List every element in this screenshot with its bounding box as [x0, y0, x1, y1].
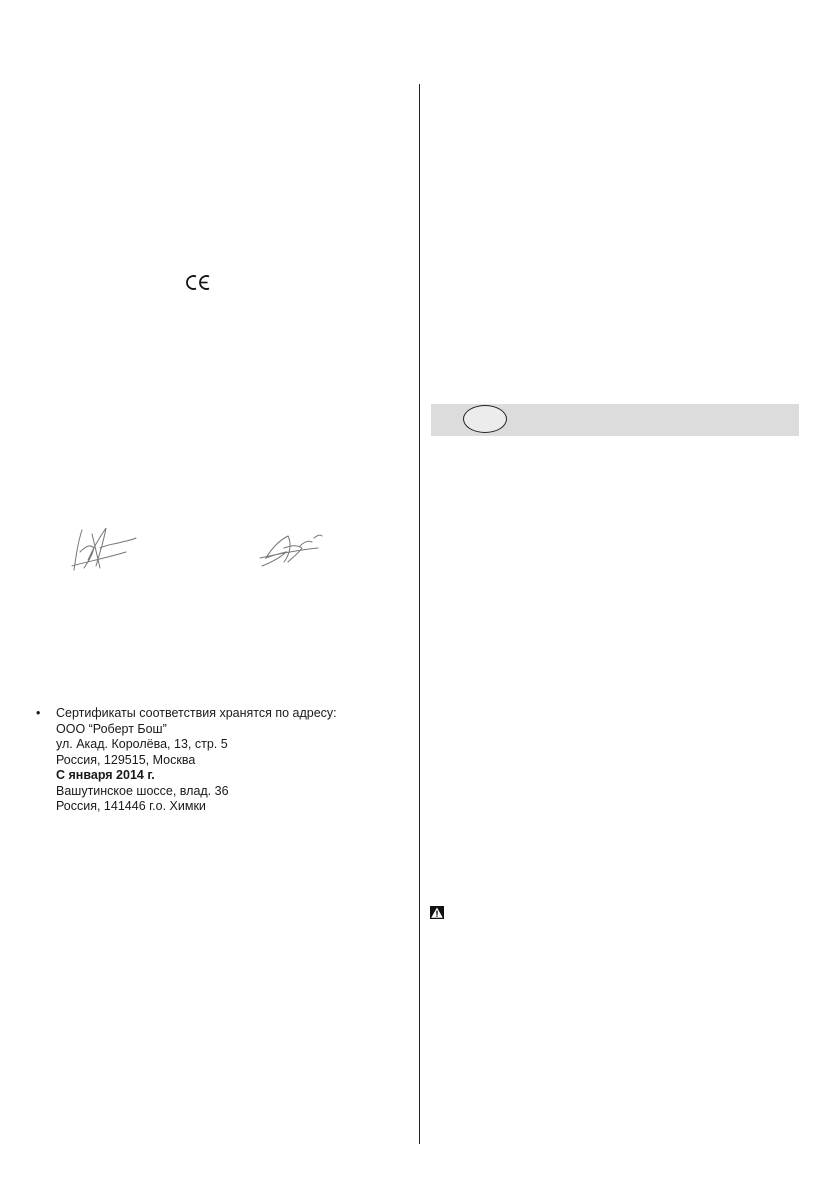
certificates-note: [36, 706, 396, 815]
address-line-2: Россия, 129515, Москва: [56, 752, 196, 767]
address-line-1: ул. Акад. Королёва, 13, стр. 5: [56, 737, 228, 751]
certificates-intro: Сертификаты соответствия хранятся по адресу:: [56, 706, 337, 720]
signature-left: [66, 522, 140, 574]
column-divider: [419, 84, 420, 1144]
warning-triangle-icon: [430, 906, 444, 919]
signature-right: [258, 528, 324, 572]
new-address-line-1: Вашутинское шоссе, влад. 36: [56, 783, 229, 798]
since-date: С января 2014 г.: [56, 768, 155, 782]
language-oval-badge: [463, 405, 507, 433]
section-header-band: [431, 404, 799, 436]
new-address-line-2: Россия, 141446 г.о. Химки: [56, 799, 206, 813]
ce-mark-icon: [186, 274, 212, 291]
bullet: •: [36, 706, 41, 720]
company-name: ООО “Роберт Бош”: [56, 721, 167, 736]
